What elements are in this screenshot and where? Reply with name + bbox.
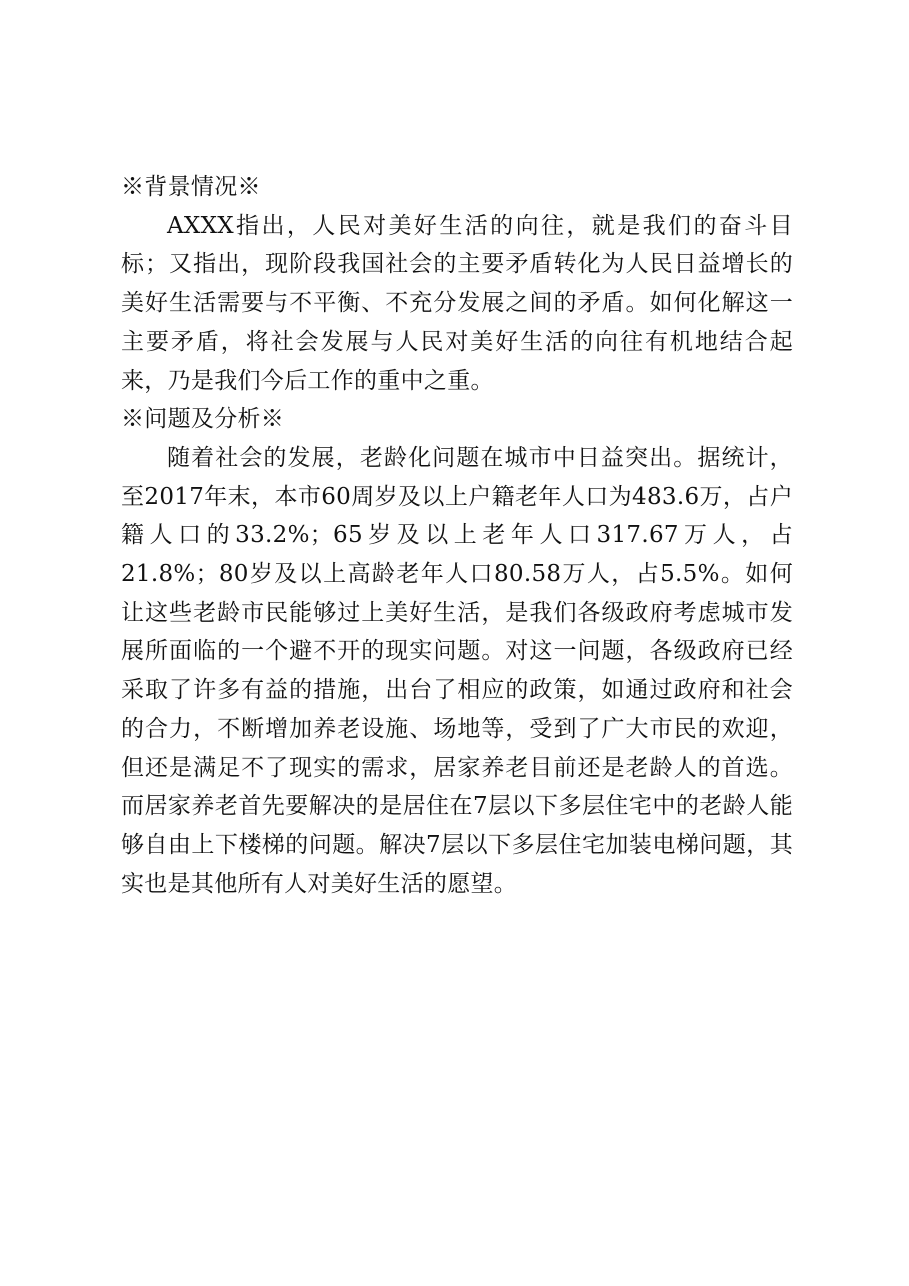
- section-heading-background: ※背景情况※: [121, 174, 261, 200]
- paragraph-problem-analysis: 随着社会的发展，老龄化问题在城市中日益突出。据统计，至2017年末，本市60周岁及以上户籍老年人口为483.6万，占户籍人口的33.2%；65岁及以上老年人口317.67万人，占21.8%；80岁及以上高龄老年人口80.58万人，占5.5%。如何让这些老龄市民能够过上美好生活，是我们各级政府考虑城市发展所面临的一个避不开的现实问题。对这一问题，各级政府已经采取了许多有益的措施，出台了相应的政策，如通过政府和社会的合力，不断增加养老设施、场地等，受到了广大市民的欢迎，但还是满足不了现实的需求，居家养老目前还是老龄人的首选。而居家养老首先要解决的是居住在7层以下多层住宅中的老龄人能够自由上下楼梯的问题。解决7层以下多层住宅加装电梯问题，其实也是其他所有人对美好生活的愿望。: [121, 444, 793, 897]
- section-heading-problem-analysis: ※问题及分析※: [121, 406, 285, 433]
- paragraph-background: AXXX指出，人民对美好生活的向往，就是我们的奋斗目标；又指出，现阶段我国社会的主要矛盾转化为人民日益增长的美好生活需要与不平衡、不充分发展之间的矛盾。如何化解这一主要矛盾，将社会发展与人民对美好生活的向往有机地结合起来，乃是我们今后工作的重中之重。: [121, 212, 793, 394]
- document-body: [121, 168, 793, 903]
